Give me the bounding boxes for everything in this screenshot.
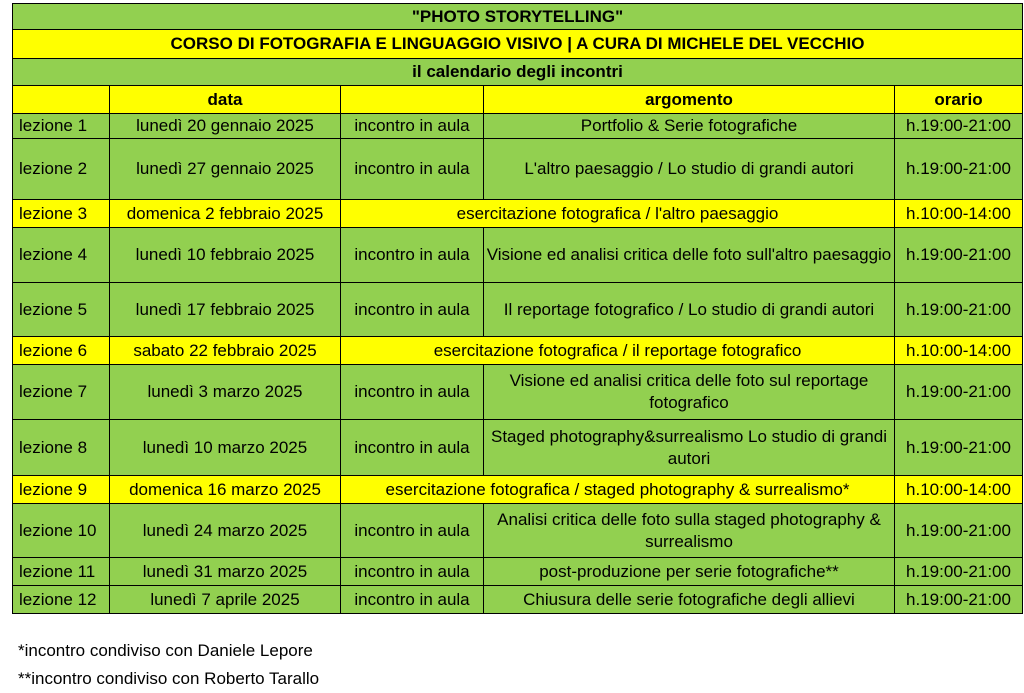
column-header-type xyxy=(341,86,484,114)
lesson-cell: lezione 12 xyxy=(13,586,110,614)
date-cell: domenica 16 marzo 2025 xyxy=(110,476,341,504)
table-row xyxy=(13,558,1023,586)
table-row xyxy=(13,504,1023,558)
table-row xyxy=(13,420,1023,476)
type-cell: incontro in aula xyxy=(341,420,484,476)
date-cell: lunedì 10 marzo 2025 xyxy=(110,420,341,476)
footnote: *incontro condiviso con Daniele Lepore xyxy=(18,641,313,660)
lesson-cell: lezione 7 xyxy=(13,365,110,420)
type-cell: incontro in aula xyxy=(341,283,484,337)
table-row xyxy=(13,476,1023,504)
lesson-cell: lezione 11 xyxy=(13,558,110,586)
type-cell: incontro in aula xyxy=(341,228,484,283)
topic-cell: post-produzione per serie fotografiche** xyxy=(484,558,895,586)
date-cell: lunedì 27 gennaio 2025 xyxy=(110,139,341,200)
topic-cell: esercitazione fotografica / il reportage fotografico xyxy=(341,337,895,365)
time-cell: h.19:00-21:00 xyxy=(895,586,1023,614)
topic-cell: Visione ed analisi critica delle foto sul reportage fotografico xyxy=(484,365,895,420)
date-cell: lunedì 7 aprile 2025 xyxy=(110,586,341,614)
topic-cell: Portfolio & Serie fotografiche xyxy=(484,114,895,139)
lesson-cell: lezione 6 xyxy=(13,337,110,365)
time-cell: h.10:00-14:00 xyxy=(895,476,1023,504)
schedule-sheet xyxy=(12,3,1022,614)
topic-cell: Staged photography&surrealismo Lo studio di grandi autori xyxy=(484,420,895,476)
time-cell: h.10:00-14:00 xyxy=(895,200,1023,228)
date-cell: lunedì 17 febbraio 2025 xyxy=(110,283,341,337)
time-cell: h.19:00-21:00 xyxy=(895,420,1023,476)
column-header-topic: argomento xyxy=(484,86,895,114)
topic-cell: Il reportage fotografico / Lo studio di grandi autori xyxy=(484,283,895,337)
lesson-cell: lezione 8 xyxy=(13,420,110,476)
type-cell: incontro in aula xyxy=(341,139,484,200)
column-header-time: orario xyxy=(895,86,1023,114)
table-row xyxy=(13,114,1023,139)
time-cell: h.19:00-21:00 xyxy=(895,558,1023,586)
time-cell: h.19:00-21:00 xyxy=(895,228,1023,283)
date-cell: domenica 2 febbraio 2025 xyxy=(110,200,341,228)
lesson-cell: lezione 5 xyxy=(13,283,110,337)
lesson-cell: lezione 2 xyxy=(13,139,110,200)
date-cell: lunedì 10 febbraio 2025 xyxy=(110,228,341,283)
table-row xyxy=(13,365,1023,420)
footnote: **incontro condiviso con Roberto Tarallo xyxy=(18,669,320,688)
column-header-date: data xyxy=(110,86,341,114)
table-row xyxy=(13,283,1023,337)
date-cell: lunedì 31 marzo 2025 xyxy=(110,558,341,586)
lesson-cell: lezione 9 xyxy=(13,476,110,504)
type-cell: incontro in aula xyxy=(341,114,484,139)
footnotes xyxy=(18,637,319,693)
column-header-lesson xyxy=(13,86,110,114)
course-title: "PHOTO STORYTELLING" xyxy=(13,4,1023,30)
calendar-label: il calendario degli incontri xyxy=(13,59,1023,86)
table-row xyxy=(13,139,1023,200)
topic-cell: L'altro paesaggio / Lo studio di grandi autori xyxy=(484,139,895,200)
schedule-table xyxy=(12,3,1023,614)
course-subtitle: CORSO DI FOTOGRAFIA E LINGUAGGIO VISIVO | A CURA DI MICHELE DEL VECCHIO xyxy=(13,30,1023,59)
lesson-cell: lezione 4 xyxy=(13,228,110,283)
table-row xyxy=(13,200,1023,228)
date-cell: sabato 22 febbraio 2025 xyxy=(110,337,341,365)
topic-cell: esercitazione fotografica / l'altro paesaggio xyxy=(341,200,895,228)
date-cell: lunedì 20 gennaio 2025 xyxy=(110,114,341,139)
topic-cell: Chiusura delle serie fotografiche degli allievi xyxy=(484,586,895,614)
table-row xyxy=(13,228,1023,283)
time-cell: h.19:00-21:00 xyxy=(895,283,1023,337)
topic-cell: Analisi critica delle foto sulla staged photography & surrealismo xyxy=(484,504,895,558)
time-cell: h.19:00-21:00 xyxy=(895,114,1023,139)
table-row xyxy=(13,586,1023,614)
type-cell: incontro in aula xyxy=(341,504,484,558)
table-row xyxy=(13,337,1023,365)
topic-cell: esercitazione fotografica / staged photography & surrealismo* xyxy=(341,476,895,504)
topic-cell: Visione ed analisi critica delle foto sull'altro paesaggio xyxy=(484,228,895,283)
lesson-cell: lezione 10 xyxy=(13,504,110,558)
type-cell: incontro in aula xyxy=(341,365,484,420)
time-cell: h.19:00-21:00 xyxy=(895,365,1023,420)
type-cell: incontro in aula xyxy=(341,558,484,586)
time-cell: h.10:00-14:00 xyxy=(895,337,1023,365)
time-cell: h.19:00-21:00 xyxy=(895,139,1023,200)
lesson-cell: lezione 1 xyxy=(13,114,110,139)
date-cell: lunedì 3 marzo 2025 xyxy=(110,365,341,420)
type-cell: incontro in aula xyxy=(341,586,484,614)
date-cell: lunedì 24 marzo 2025 xyxy=(110,504,341,558)
lesson-cell: lezione 3 xyxy=(13,200,110,228)
time-cell: h.19:00-21:00 xyxy=(895,504,1023,558)
